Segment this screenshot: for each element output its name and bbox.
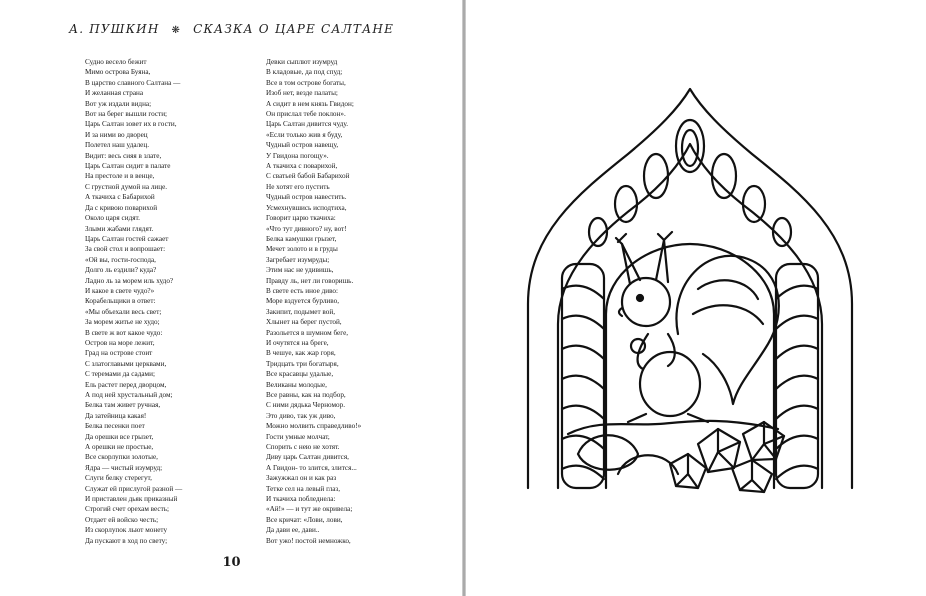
- poem-line: А ткачиха с Бабарихой: [85, 193, 155, 202]
- poem-line: Отдает ей войско честь;: [85, 515, 159, 524]
- poem-line: И какое в свете чудо?»: [85, 286, 155, 295]
- poem-line: Спорить с нею не хотят.: [266, 443, 340, 452]
- poem-line: И ткачиха побледнела:: [266, 495, 336, 504]
- poem-line: А орешки не простые,: [85, 443, 154, 452]
- poem-line: Тетке сел на левый глаз,: [266, 484, 341, 493]
- poem-line: Усмехнувшись исподтиха,: [266, 203, 347, 212]
- poem-line: «Что тут дивного? ну, вот!: [266, 224, 347, 233]
- poem-line: «Ой вы, гости-господа,: [85, 255, 156, 264]
- poem-line: Град на острове стоит: [85, 349, 153, 358]
- running-header: [0, 22, 463, 36]
- header-separator-icon: ❋: [171, 25, 182, 36]
- poem-line: А под ней хрустальный дом;: [85, 391, 173, 399]
- poem-line: Вот ужо! постой немножко,: [266, 536, 351, 545]
- header-title: СКАЗКА О ЦАРЕ САЛТАНЕ: [193, 22, 395, 36]
- poem-line: Он прислал тебе поклон».: [266, 110, 346, 119]
- squirrel-illustration: [518, 84, 880, 494]
- poem-line: Да пускают в ход по свету;: [85, 536, 168, 545]
- emerald-pile: [670, 422, 784, 492]
- poem-line: Чудный остров навещу,: [266, 141, 339, 150]
- poem-line: «Ай!» — и тут же окривела;: [266, 505, 353, 514]
- poem-line: Долго ль ездили? куда?: [85, 266, 157, 275]
- poem-line: Все в том острове богаты,: [266, 78, 346, 87]
- poem-line: Зажужжал он и как раз: [266, 474, 337, 483]
- poem-line: Это диво, так уж диво,: [266, 411, 336, 420]
- poem-line: Изоб нет, везде палаты;: [266, 89, 338, 98]
- poem-line: Видит: весь сияя в злате,: [85, 151, 162, 160]
- poem-line: Все красавцы удалые,: [266, 370, 334, 379]
- poem-line: Правду ль, нет ли говоришь.: [266, 276, 354, 285]
- poem-line: Белка там живет ручная,: [85, 401, 161, 410]
- squirrel-head: [622, 278, 670, 326]
- poem-line: Ядра — чистый изумруд;: [85, 463, 163, 472]
- poem-line: Полетел наш удалец.: [85, 141, 150, 150]
- poem-line: Говорит царю ткачиха:: [266, 214, 336, 223]
- poem-line: У Гвидона погощу».: [266, 151, 329, 160]
- poem-line: С златоглавыми церквами,: [85, 359, 167, 368]
- poem-line: Около царя сидят.: [85, 214, 140, 223]
- squirrel-ear-left: [622, 244, 640, 284]
- squirrel-nut: [631, 339, 645, 353]
- left-column: [562, 264, 604, 488]
- poem-line: Все равны, как на подбор,: [266, 391, 346, 399]
- squirrel-nose: [619, 308, 622, 316]
- poem-line: Да затейница какая!: [85, 411, 147, 420]
- poem-line: Девки сыплют изумруд: [266, 58, 338, 66]
- poem-line: Из скорлупок льют монету: [85, 526, 168, 535]
- poem-line: Белка камушки грызет,: [266, 234, 337, 243]
- poem-line: С грустной думой на лице.: [85, 182, 168, 191]
- poem-line: Слуги белку стерегут,: [85, 474, 152, 483]
- poem-line: Остров на море лежит,: [85, 338, 155, 347]
- poem-line: С сватьей бабой Бабарихой: [266, 172, 350, 181]
- poem-line: Мимо острова Буяна,: [85, 68, 151, 77]
- poem-line: Гости умные молчат,: [266, 432, 330, 441]
- poem-line: В чешуе, как жар горя,: [266, 349, 336, 358]
- poem-line: В кладовые, да под спуд;: [266, 68, 343, 77]
- poem-line: А сидит в нем князь Гвидон;: [266, 99, 354, 108]
- poem-line: На престоле и в венце,: [85, 172, 155, 181]
- poem-line: В свете ж вот какое чудо:: [85, 328, 163, 337]
- poem-line: Царь Салтан сидит в палате: [85, 162, 171, 171]
- header-author: А. ПУШКИН: [68, 22, 160, 36]
- poem-line: И приставлен дьяк приказный: [85, 495, 178, 504]
- dome-window-left: [644, 154, 668, 198]
- poem-line: Разольется в шумном беге,: [266, 328, 349, 337]
- poem-line: Корабельщики в ответ:: [85, 297, 156, 306]
- poem-line: Да с кривою поварихой: [85, 203, 158, 212]
- right-column: [776, 264, 818, 488]
- right-page: [466, 0, 926, 596]
- poem-line: Да орешки все грызет,: [85, 432, 154, 441]
- poem-line: Злыми жабами глядят.: [85, 224, 154, 233]
- poem-line: За свой стол и вопрошает:: [85, 245, 166, 254]
- poem-line: Служат ей прислугой разной —: [85, 484, 183, 493]
- poem-line: Ладно ль за морем иль худо?: [85, 276, 174, 285]
- poem-line: «Мы объехали весь свет;: [85, 307, 162, 316]
- poem-line: «Если только жив я буду,: [266, 130, 343, 139]
- poem-line: Царь Салтан дивится чуду.: [266, 120, 349, 129]
- poem-line: Не хотят его пустить: [266, 182, 330, 191]
- dome-outline: [528, 89, 852, 488]
- poem-line: Мечет золото и в груды: [266, 245, 338, 254]
- dome-window-center-inner: [682, 130, 698, 166]
- poem-line: Строгий счет орехам весть;: [85, 505, 169, 514]
- poem-line: В свете есть иное диво:: [266, 286, 339, 295]
- poem-line: Вот уж издали видна;: [85, 99, 152, 108]
- poem-line: И очутятся на бреге,: [266, 338, 329, 347]
- stone-left: [578, 435, 638, 470]
- poem-line: Море вздуется бурливо,: [266, 297, 340, 306]
- dome-window-far-right: [743, 186, 765, 222]
- poem-line: Да дави ее, дави..: [266, 526, 320, 535]
- poem-line: Тридцать три богатыря,: [266, 359, 339, 368]
- poem-line: За морем житье не худо;: [85, 318, 160, 327]
- text-column-right: [266, 57, 436, 546]
- poem-line: Все кричат: «Лови, лови,: [266, 515, 343, 524]
- poem-line: А Гвидон- то злится, злится...: [266, 463, 357, 472]
- poem-line: Диву царь Салтан дивится,: [266, 453, 349, 462]
- poem-line: Вот на берег вышли гости;: [85, 110, 168, 119]
- poem-line: С ними дядька Черномор.: [266, 401, 346, 410]
- poem-line: В царство славного Салтана —: [85, 78, 181, 87]
- poem-line: Закипит, подымет вой,: [266, 307, 335, 316]
- stone-mid: [618, 455, 678, 474]
- poem-line: Загребает изумруды;: [266, 255, 330, 264]
- poem-line: А ткачиха с поварихой,: [266, 162, 338, 171]
- poem-line: Царь Салтан гостей сажает: [85, 234, 169, 243]
- poem-line: Судно весело бежит: [85, 58, 147, 66]
- squirrel-body: [640, 352, 700, 416]
- poem-line: Чудный остров навестить.: [266, 193, 347, 202]
- poem-line: Можно молвить справедливо!»: [266, 422, 362, 431]
- poem-line: Этим нас не удивишь,: [266, 266, 334, 275]
- poem-line: Хлынет на берег пустой,: [266, 318, 342, 327]
- poem-line: Все скорлупки золотые,: [85, 453, 158, 462]
- poem-line: С теремами да садами;: [85, 370, 155, 379]
- page-number: 10: [222, 555, 241, 570]
- squirrel-tail: [676, 256, 778, 404]
- poem-line: Великаны молодые,: [266, 380, 327, 389]
- poem-line: И за ними во дворец: [85, 130, 148, 139]
- dome-window-right: [712, 154, 736, 198]
- squirrel-eye: [637, 295, 643, 301]
- poem-line: И желанная страна: [85, 89, 144, 98]
- dome-window-far-left: [615, 186, 637, 222]
- text-column-left: [85, 57, 245, 546]
- poem-line: Царь Салтан зовет их в гости,: [85, 120, 177, 129]
- poem-line: Ель растет перед дворцом,: [85, 380, 167, 389]
- poem-line: Белка песенки поет: [85, 422, 145, 431]
